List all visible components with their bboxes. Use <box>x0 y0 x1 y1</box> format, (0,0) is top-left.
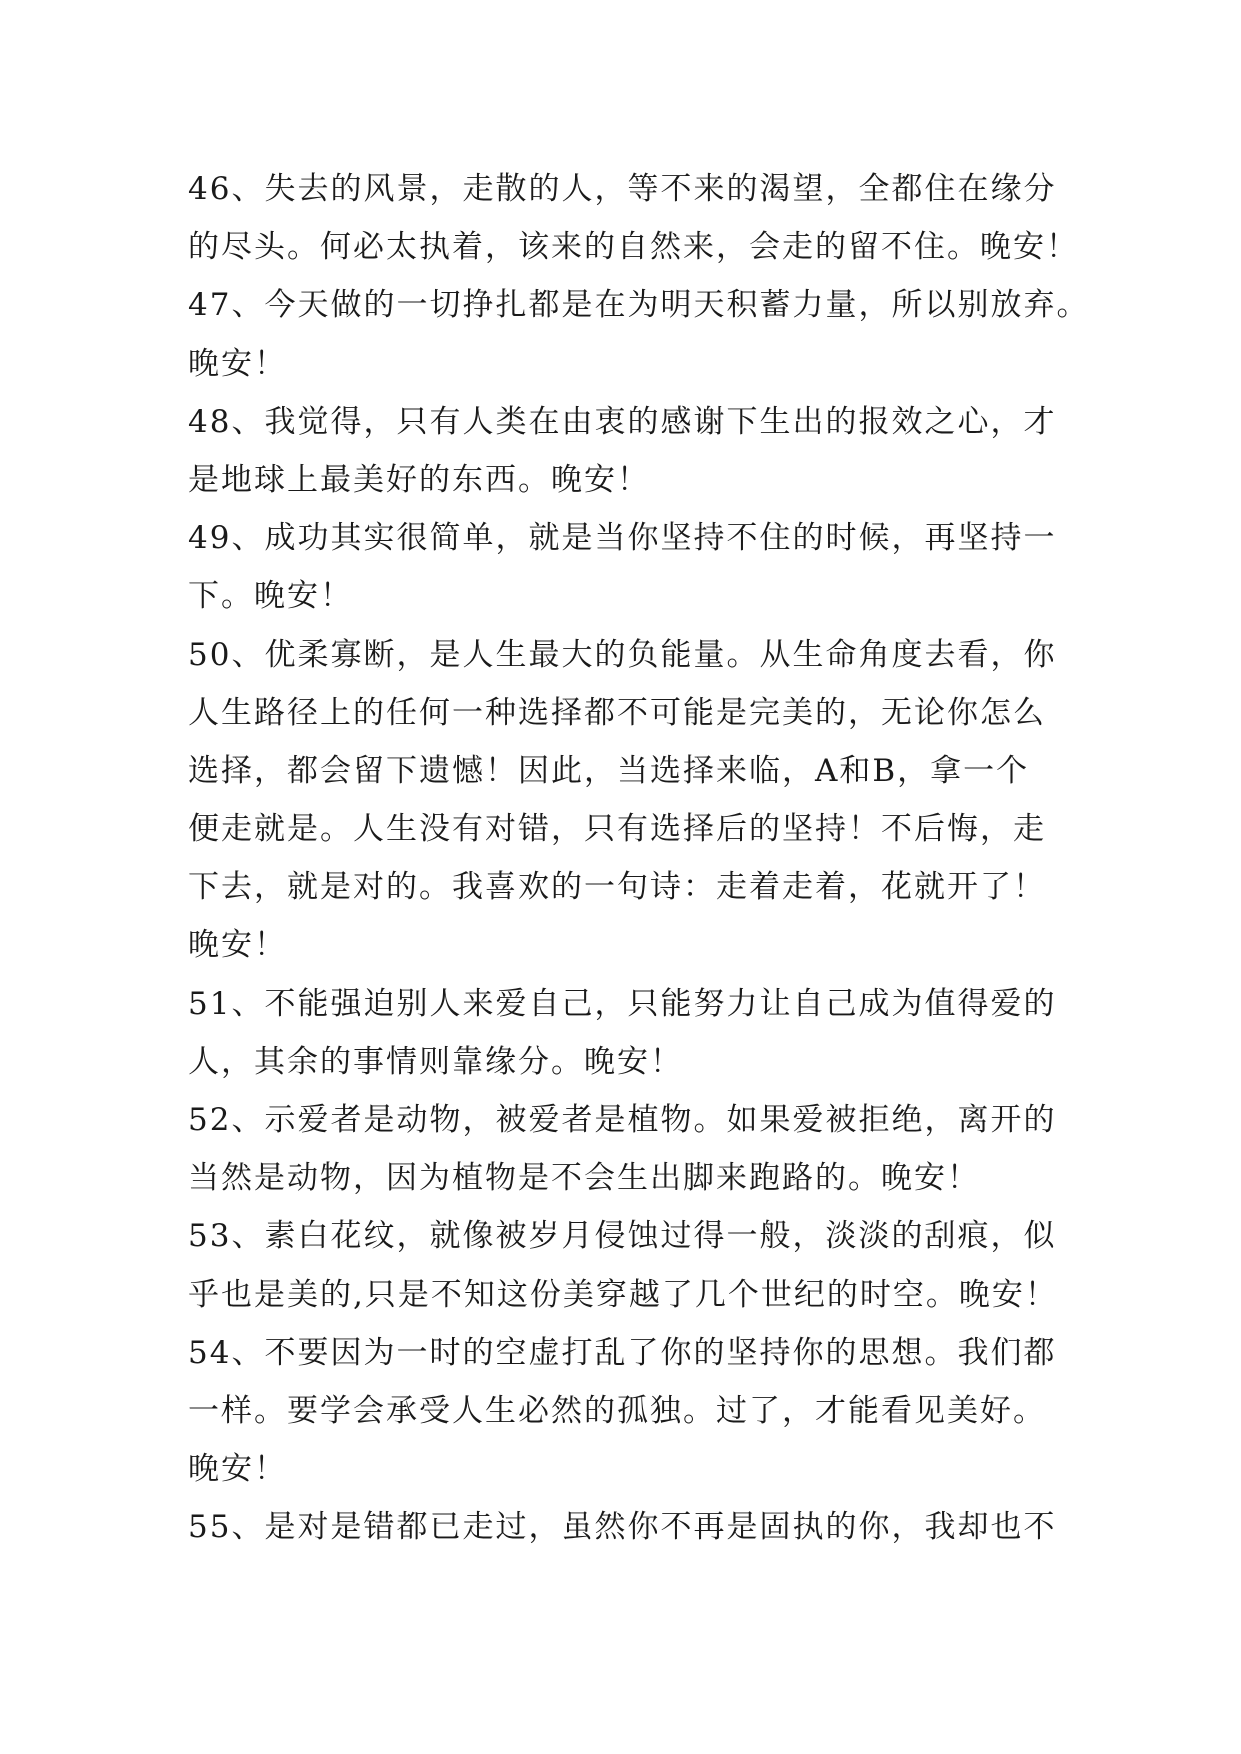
text-line: 54、不要因为一时的空虚打乱了你的坚持你的思想。我们都 <box>188 1334 1057 1371</box>
text-line: 人生路径上的任何一种选择都不可能是完美的，无论你怎么 <box>188 694 1046 731</box>
text-line: 人，其余的事情则靠缘分。晚安！ <box>188 1043 683 1080</box>
text-line: 49、成功其实很简单，就是当你坚持不住的时候，再坚持一 <box>188 520 1057 557</box>
text-line: 55、是对是错都已走过，虽然你不再是固执的你，我却也不 <box>188 1509 1057 1546</box>
text-line: 50、优柔寡断，是人生最大的负能量。从生命角度去看，你 <box>188 636 1057 673</box>
text-line: 52、示爱者是动物，被爱者是植物。如果爱被拒绝，离开的 <box>188 1102 1057 1138</box>
text-line: 下。晚安！ <box>188 578 353 615</box>
text-line: 晚安！ <box>188 345 287 382</box>
text-line: 46、失去的风景，走散的人，等不来的渴望，全都住在缘分 <box>188 171 1057 207</box>
text-line: 47、今天做的一切挣扎都是在为明天积蓄力量，所以别放弃。 <box>188 287 1090 324</box>
text-line: 53、素白花纹，就像被岁月侵蚀过得一般，淡淡的刮痕，似 <box>188 1218 1057 1255</box>
text-line: 是地球上最美好的东西。晚安！ <box>188 461 650 498</box>
text-line: 当然是动物，因为植物是不会生出脚来跑路的。晚安！ <box>188 1160 980 1197</box>
text-line: 48、我觉得，只有人类在由衷的感谢下生出的报效之心，才 <box>188 403 1057 440</box>
text-line: 一样。要学会承受人生必然的孤独。过了，才能看见美好。 <box>188 1392 1046 1429</box>
text-line: 晚安！ <box>188 927 287 964</box>
text-line: 乎也是美的,只是不知这份美穿越了几个世纪的时空。晚安！ <box>188 1276 1058 1313</box>
text-line: 便走就是。人生没有对错，只有选择后的坚持！不后悔，走 <box>188 811 1046 848</box>
text-line: 选择，都会留下遗憾！因此，当选择来临，A和B，拿一个 <box>188 752 1030 789</box>
text-line: 下去，就是对的。我喜欢的一句诗：走着走着，花就开了！ <box>188 869 1046 906</box>
body-text <box>188 160 1090 1557</box>
text-line: 晚安！ <box>188 1451 287 1488</box>
text-line: 的尽头。何必太执着，该来的自然来，会走的留不住。晚安！ <box>188 229 1079 266</box>
text-line: 51、不能强迫别人来爱自己，只能努力让自己成为值得爱的 <box>188 985 1057 1022</box>
